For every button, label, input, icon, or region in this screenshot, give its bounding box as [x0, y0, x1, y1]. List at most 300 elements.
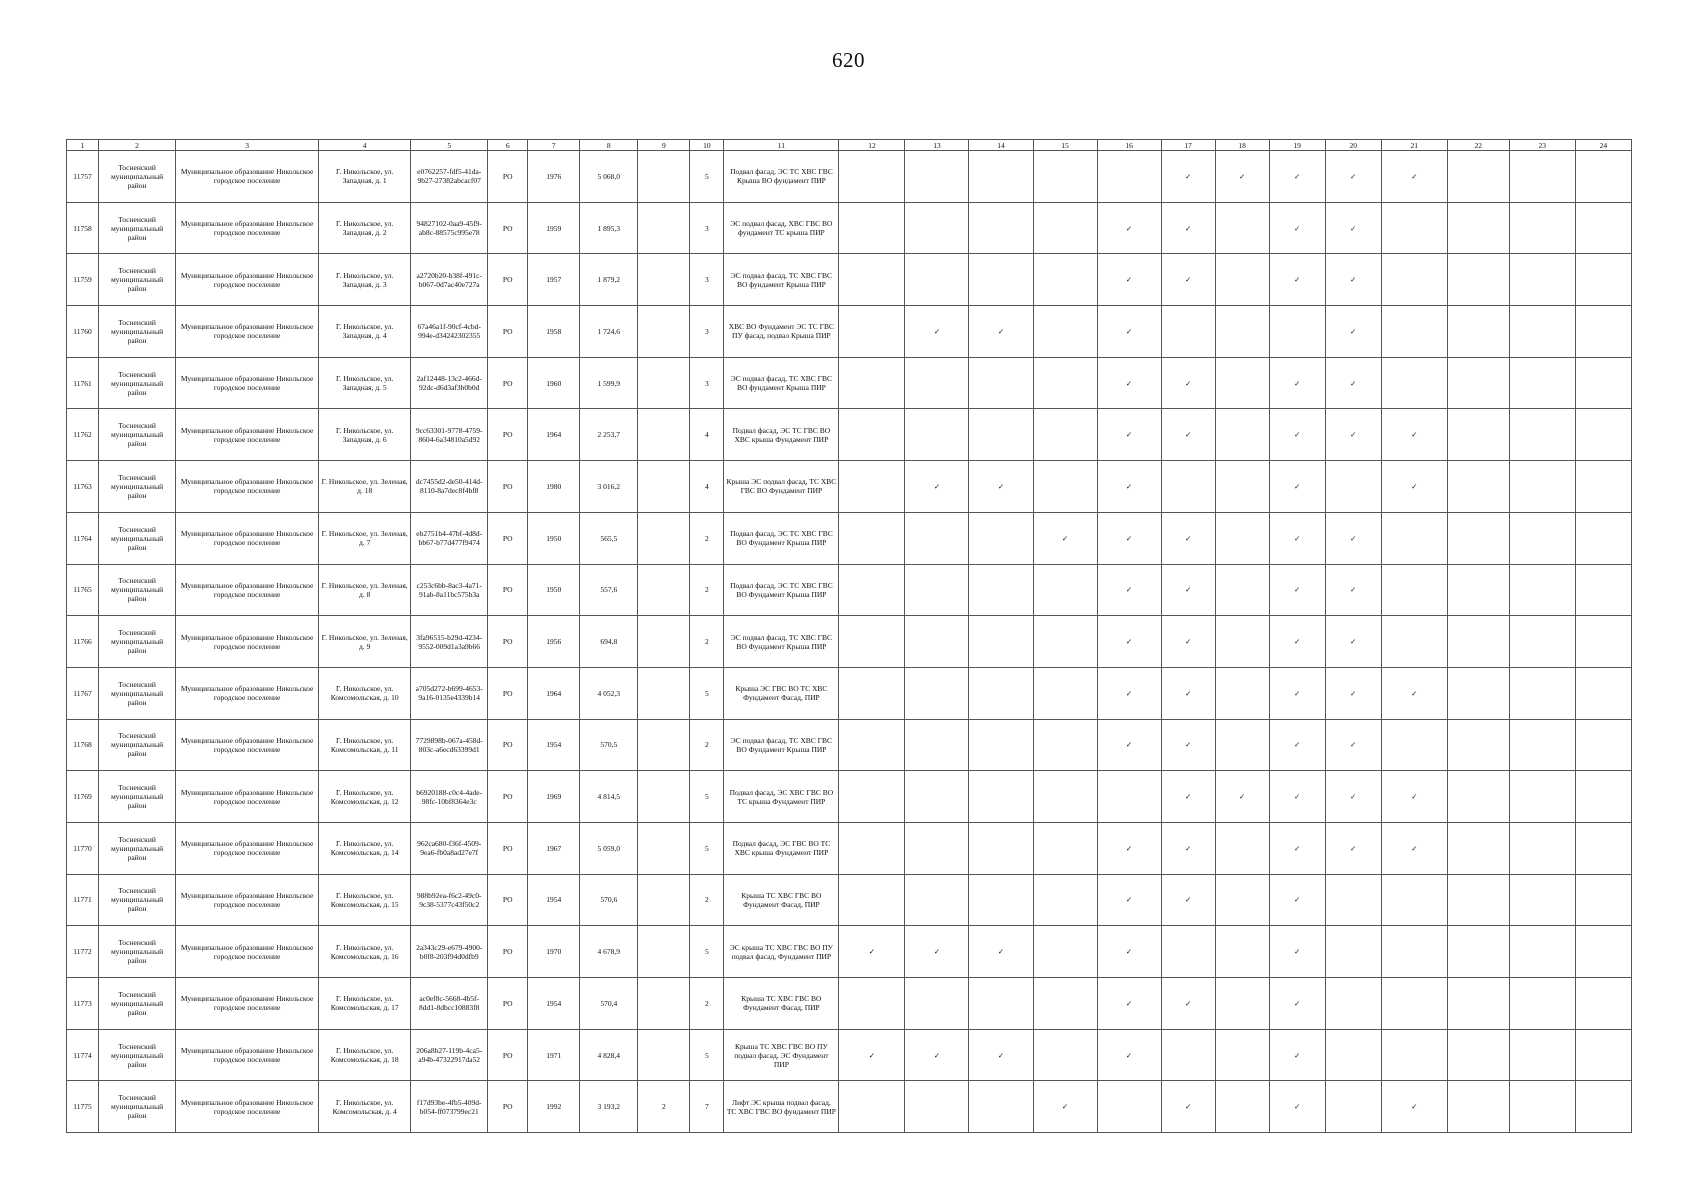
check-mark-icon: ✓: [1161, 357, 1215, 409]
floors-count: 2: [690, 564, 724, 616]
work-column-21-cell: [1381, 202, 1447, 254]
work-column-20-cell: [1325, 1029, 1381, 1081]
check-mark-icon: ✓: [1269, 926, 1325, 978]
address: Г. Никольское, ул. Комсомольская, д. 16: [319, 926, 411, 978]
check-mark-icon: ✓: [905, 1029, 969, 1081]
address: Г. Никольское, ул. Западная, д. 6: [319, 409, 411, 461]
check-mark-icon: ✓: [1269, 461, 1325, 513]
house-guid: a2720b20-b38f-491c-b067-0d7ac40e727a: [411, 254, 488, 306]
work-column-20-cell: [1325, 926, 1381, 978]
table-body: [67, 151, 1632, 1133]
work-column-18-cell: [1215, 719, 1269, 771]
management-type: РО: [488, 667, 528, 719]
work-column-14-cell: [969, 564, 1033, 616]
check-mark-icon: ✓: [1269, 151, 1325, 203]
table-row: [67, 1081, 1632, 1133]
check-mark-icon: ✓: [969, 306, 1033, 358]
works-list: ЭС подвал фасад, ХВС ГВС ВО фундамент ТС крыша ПИР: [724, 202, 839, 254]
work-column-14-cell: [969, 719, 1033, 771]
management-type: РО: [488, 564, 528, 616]
column-number-18: 18: [1215, 140, 1269, 151]
table-row: [67, 357, 1632, 409]
municipality-name: Муниципальное образование Никольское городское поселение: [176, 926, 319, 978]
total-area: 1 724,6: [580, 306, 638, 358]
check-mark-icon: ✓: [1269, 616, 1325, 668]
table-row: [67, 719, 1632, 771]
district-name: Тосненский муниципальный район: [99, 1081, 176, 1133]
column-9-value: [638, 771, 690, 823]
work-column-14-cell: [969, 1081, 1033, 1133]
work-column-22-cell: [1447, 719, 1509, 771]
address: Г. Никольское, ул. Зеленая, д. 7: [319, 512, 411, 564]
work-column-15-cell: [1033, 719, 1097, 771]
work-column-14-cell: [969, 874, 1033, 926]
build-year: 1954: [528, 874, 580, 926]
check-mark-icon: ✓: [1097, 719, 1161, 771]
check-mark-icon: ✓: [1161, 151, 1215, 203]
district-name: Тосненский муниципальный район: [99, 564, 176, 616]
check-mark-icon: ✓: [839, 926, 905, 978]
work-column-12-cell: [839, 512, 905, 564]
work-column-12-cell: [839, 616, 905, 668]
work-column-13-cell: [905, 822, 969, 874]
column-number-8: 8: [580, 140, 638, 151]
work-column-23-cell: [1509, 202, 1575, 254]
work-column-20-cell: [1325, 978, 1381, 1030]
work-column-12-cell: [839, 978, 905, 1030]
work-column-14-cell: [969, 512, 1033, 564]
table-row: [67, 461, 1632, 513]
build-year: 1992: [528, 1081, 580, 1133]
work-column-15-cell: [1033, 616, 1097, 668]
works-list: Подвал фасад, ЭС ТС ХВС ГВС ВО Фундамент Крыша ПИР: [724, 512, 839, 564]
check-mark-icon: ✓: [1381, 1081, 1447, 1133]
check-mark-icon: ✓: [1097, 926, 1161, 978]
record-id: 11769: [67, 771, 99, 823]
management-type: РО: [488, 151, 528, 203]
total-area: 5 059,0: [580, 822, 638, 874]
total-area: 1 599,9: [580, 357, 638, 409]
management-type: РО: [488, 202, 528, 254]
district-name: Тосненский муниципальный район: [99, 616, 176, 668]
check-mark-icon: ✓: [1269, 357, 1325, 409]
address: Г. Никольское, ул. Зеленая, д. 18: [319, 461, 411, 513]
work-column-20-cell: [1325, 461, 1381, 513]
management-type: РО: [488, 719, 528, 771]
address: Г. Никольское, ул. Западная, д. 5: [319, 357, 411, 409]
floors-count: 2: [690, 719, 724, 771]
district-name: Тосненский муниципальный район: [99, 874, 176, 926]
house-guid: b6920188-c0c4-4ade-98fc-10bf8364e3c: [411, 771, 488, 823]
build-year: 1959: [528, 202, 580, 254]
build-year: 1964: [528, 667, 580, 719]
work-column-22-cell: [1447, 822, 1509, 874]
district-name: Тосненский муниципальный район: [99, 719, 176, 771]
work-column-23-cell: [1509, 306, 1575, 358]
check-mark-icon: ✓: [1325, 564, 1381, 616]
column-number-12: 12: [839, 140, 905, 151]
house-guid: 2af12448-13c2-466d-92dc-d6d3af3b0b0d: [411, 357, 488, 409]
house-guid: ac0ef8c-5668-4b5f-8dd1-8dbcc10883f8: [411, 978, 488, 1030]
work-column-23-cell: [1509, 771, 1575, 823]
check-mark-icon: ✓: [1033, 1081, 1097, 1133]
floors-count: 2: [690, 616, 724, 668]
work-column-24-cell: [1575, 978, 1631, 1030]
record-id: 11772: [67, 926, 99, 978]
work-column-24-cell: [1575, 254, 1631, 306]
table-row: [67, 512, 1632, 564]
work-column-23-cell: [1509, 461, 1575, 513]
house-guid: 2a343c29-e679-4900-b0f8-203f94d0dfb9: [411, 926, 488, 978]
column-number-21: 21: [1381, 140, 1447, 151]
work-column-18-cell: [1215, 616, 1269, 668]
district-name: Тосненский муниципальный район: [99, 151, 176, 203]
municipality-name: Муниципальное образование Никольское городское поселение: [176, 409, 319, 461]
work-column-24-cell: [1575, 822, 1631, 874]
work-column-21-cell: [1381, 254, 1447, 306]
work-column-13-cell: [905, 771, 969, 823]
build-year: 1969: [528, 771, 580, 823]
check-mark-icon: ✓: [1325, 202, 1381, 254]
district-name: Тосненский муниципальный район: [99, 461, 176, 513]
table-row: [67, 616, 1632, 668]
check-mark-icon: ✓: [1097, 616, 1161, 668]
check-mark-icon: ✓: [1033, 512, 1097, 564]
work-column-18-cell: [1215, 306, 1269, 358]
column-number-6: 6: [488, 140, 528, 151]
work-column-12-cell: [839, 254, 905, 306]
work-column-24-cell: [1575, 461, 1631, 513]
record-id: 11759: [67, 254, 99, 306]
column-9-value: [638, 409, 690, 461]
column-9-value: [638, 978, 690, 1030]
check-mark-icon: ✓: [1325, 254, 1381, 306]
column-9-value: [638, 822, 690, 874]
total-area: 565,5: [580, 512, 638, 564]
work-column-21-cell: [1381, 306, 1447, 358]
column-9-value: [638, 1029, 690, 1081]
work-column-24-cell: [1575, 616, 1631, 668]
work-column-14-cell: [969, 151, 1033, 203]
house-guid: 962ca680-f36f-4509-9ea6-fb0a8ad27e7f: [411, 822, 488, 874]
works-list: ЭС подвал фасад, ТС ХВС ГВС ВО фундамент Крыша ПИР: [724, 254, 839, 306]
column-number-11: 11: [724, 140, 839, 151]
total-area: 570,5: [580, 719, 638, 771]
management-type: РО: [488, 1029, 528, 1081]
check-mark-icon: ✓: [1097, 461, 1161, 513]
work-column-15-cell: [1033, 874, 1097, 926]
municipality-name: Муниципальное образование Никольское городское поселение: [176, 667, 319, 719]
build-year: 1960: [528, 357, 580, 409]
page-number: 620: [832, 48, 865, 72]
management-type: РО: [488, 771, 528, 823]
check-mark-icon: ✓: [1325, 822, 1381, 874]
district-name: Тосненский муниципальный район: [99, 512, 176, 564]
table-row: [67, 667, 1632, 719]
work-column-23-cell: [1509, 822, 1575, 874]
work-column-16-cell: [1097, 151, 1161, 203]
work-column-22-cell: [1447, 254, 1509, 306]
check-mark-icon: ✓: [905, 306, 969, 358]
house-guid: 3fa96515-b29d-4234-9552-009d1a3a9b66: [411, 616, 488, 668]
address: Г. Никольское, ул. Западная, д. 1: [319, 151, 411, 203]
work-column-15-cell: [1033, 461, 1097, 513]
floors-count: 7: [690, 1081, 724, 1133]
work-column-14-cell: [969, 771, 1033, 823]
check-mark-icon: ✓: [1161, 564, 1215, 616]
column-number-14: 14: [969, 140, 1033, 151]
check-mark-icon: ✓: [1161, 874, 1215, 926]
works-list: Крыша ТС ХВС ГВС ВО Фундамент Фасад, ПИР: [724, 874, 839, 926]
work-column-22-cell: [1447, 771, 1509, 823]
work-column-24-cell: [1575, 771, 1631, 823]
work-column-18-cell: [1215, 874, 1269, 926]
column-number-19: 19: [1269, 140, 1325, 151]
work-column-24-cell: [1575, 151, 1631, 203]
column-number-24: 24: [1575, 140, 1631, 151]
record-id: 11763: [67, 461, 99, 513]
total-area: 570,6: [580, 874, 638, 926]
work-column-13-cell: [905, 151, 969, 203]
work-column-14-cell: [969, 822, 1033, 874]
work-column-16-cell: [1097, 1081, 1161, 1133]
table-row: [67, 202, 1632, 254]
works-list: Подвал фасад, ЭС ХВС ГВС ВО ТС крыша Фундамент ПИР: [724, 771, 839, 823]
check-mark-icon: ✓: [1097, 1029, 1161, 1081]
house-guid: e0762257-fdf5-41da-9b27-27382abcacf07: [411, 151, 488, 203]
work-column-24-cell: [1575, 719, 1631, 771]
address: Г. Никольское, ул. Западная, д. 4: [319, 306, 411, 358]
district-name: Тосненский муниципальный район: [99, 306, 176, 358]
address: Г. Никольское, ул. Западная, д. 3: [319, 254, 411, 306]
column-number-9: 9: [638, 140, 690, 151]
check-mark-icon: ✓: [1381, 667, 1447, 719]
work-column-13-cell: [905, 616, 969, 668]
column-number-15: 15: [1033, 140, 1097, 151]
work-column-14-cell: [969, 409, 1033, 461]
column-9-value: [638, 667, 690, 719]
work-column-12-cell: [839, 151, 905, 203]
works-list: ЭС подвал фасад, ТС ХВС ГВС ВО Фундамент Крыша ПИР: [724, 616, 839, 668]
total-area: 4 678,9: [580, 926, 638, 978]
total-area: 4 052,3: [580, 667, 638, 719]
check-mark-icon: ✓: [1381, 151, 1447, 203]
column-number-5: 5: [411, 140, 488, 151]
check-mark-icon: ✓: [969, 926, 1033, 978]
floors-count: 3: [690, 254, 724, 306]
house-guid: 94827102-0aa9-45f9-ab8c-88575c995e78: [411, 202, 488, 254]
column-9-value: [638, 926, 690, 978]
work-column-15-cell: [1033, 357, 1097, 409]
check-mark-icon: ✓: [1269, 1029, 1325, 1081]
work-column-23-cell: [1509, 254, 1575, 306]
check-mark-icon: ✓: [1161, 409, 1215, 461]
work-column-12-cell: [839, 719, 905, 771]
work-column-18-cell: [1215, 512, 1269, 564]
house-guid: a705d272-b699-4653-9a16-0135e4339b14: [411, 667, 488, 719]
municipality-name: Муниципальное образование Никольское городское поселение: [176, 616, 319, 668]
work-column-22-cell: [1447, 306, 1509, 358]
check-mark-icon: ✓: [1325, 306, 1381, 358]
check-mark-icon: ✓: [1161, 616, 1215, 668]
work-column-24-cell: [1575, 1029, 1631, 1081]
municipality-name: Муниципальное образование Никольское городское поселение: [176, 151, 319, 203]
record-id: 11761: [67, 357, 99, 409]
check-mark-icon: ✓: [1097, 202, 1161, 254]
check-mark-icon: ✓: [1269, 719, 1325, 771]
work-column-14-cell: [969, 254, 1033, 306]
house-guid: f17d93be-4fb5-409d-b054-ff073799ec21: [411, 1081, 488, 1133]
work-column-22-cell: [1447, 512, 1509, 564]
work-column-13-cell: [905, 409, 969, 461]
record-id: 11764: [67, 512, 99, 564]
house-guid: 7729898b-067a-458d-803c-a6ecd63399d1: [411, 719, 488, 771]
district-name: Тосненский муниципальный район: [99, 357, 176, 409]
work-column-23-cell: [1509, 978, 1575, 1030]
municipality-name: Муниципальное образование Никольское городское поселение: [176, 461, 319, 513]
municipality-name: Муниципальное образование Никольское городское поселение: [176, 978, 319, 1030]
table-row: [67, 151, 1632, 203]
floors-count: 4: [690, 461, 724, 513]
floors-count: 5: [690, 667, 724, 719]
work-column-17-cell: [1161, 1029, 1215, 1081]
work-column-12-cell: [839, 306, 905, 358]
table-row: [67, 564, 1632, 616]
work-column-23-cell: [1509, 357, 1575, 409]
total-area: 557,6: [580, 564, 638, 616]
table-row: [67, 409, 1632, 461]
work-column-23-cell: [1509, 409, 1575, 461]
address: Г. Никольское, ул. Комсомольская, д. 10: [319, 667, 411, 719]
check-mark-icon: ✓: [1097, 512, 1161, 564]
house-guid: 206a8b27-119b-4ca5-a94b-47322917da52: [411, 1029, 488, 1081]
table-row: [67, 874, 1632, 926]
address: Г. Никольское, ул. Комсомольская, д. 15: [319, 874, 411, 926]
work-column-22-cell: [1447, 978, 1509, 1030]
house-guid: 9cc63301-9778-4759-8604-6a34810a5d92: [411, 409, 488, 461]
check-mark-icon: ✓: [1161, 1081, 1215, 1133]
work-column-24-cell: [1575, 409, 1631, 461]
column-number-7: 7: [528, 140, 580, 151]
check-mark-icon: ✓: [1269, 978, 1325, 1030]
work-column-22-cell: [1447, 1029, 1509, 1081]
table-row: [67, 771, 1632, 823]
floors-count: 4: [690, 409, 724, 461]
address: Г. Никольское, ул. Зеленая, д. 8: [319, 564, 411, 616]
column-9-value: [638, 512, 690, 564]
column-9-value: [638, 202, 690, 254]
check-mark-icon: ✓: [969, 1029, 1033, 1081]
district-name: Тосненский муниципальный район: [99, 822, 176, 874]
house-guid: dc7455d2-de50-414d-8110-8a7dec8f4bf8: [411, 461, 488, 513]
works-list: Крыша ЭС подвал фасад, ТС ХВС ГВС ВО Фундамент ПИР: [724, 461, 839, 513]
column-9-value: [638, 306, 690, 358]
address: Г. Никольское, ул. Комсомольская, д. 14: [319, 822, 411, 874]
work-column-15-cell: [1033, 771, 1097, 823]
work-column-18-cell: [1215, 202, 1269, 254]
column-number-4: 4: [319, 140, 411, 151]
work-column-24-cell: [1575, 512, 1631, 564]
record-id: 11767: [67, 667, 99, 719]
work-column-15-cell: [1033, 306, 1097, 358]
work-column-23-cell: [1509, 512, 1575, 564]
check-mark-icon: ✓: [1269, 512, 1325, 564]
check-mark-icon: ✓: [905, 926, 969, 978]
work-column-13-cell: [905, 1081, 969, 1133]
check-mark-icon: ✓: [1269, 771, 1325, 823]
record-id: 11762: [67, 409, 99, 461]
address: Г. Никольское, ул. Комсомольская, д. 17: [319, 978, 411, 1030]
work-column-22-cell: [1447, 202, 1509, 254]
column-number-3: 3: [176, 140, 319, 151]
work-column-12-cell: [839, 667, 905, 719]
work-column-20-cell: [1325, 874, 1381, 926]
municipality-name: Муниципальное образование Никольское городское поселение: [176, 1081, 319, 1133]
work-column-15-cell: [1033, 1029, 1097, 1081]
municipality-name: Муниципальное образование Никольское городское поселение: [176, 306, 319, 358]
build-year: 1957: [528, 254, 580, 306]
work-column-13-cell: [905, 564, 969, 616]
check-mark-icon: ✓: [1269, 1081, 1325, 1133]
column-number-20: 20: [1325, 140, 1381, 151]
work-column-23-cell: [1509, 616, 1575, 668]
work-column-14-cell: [969, 667, 1033, 719]
column-9-value: [638, 874, 690, 926]
record-id: 11774: [67, 1029, 99, 1081]
total-area: 570,4: [580, 978, 638, 1030]
management-type: РО: [488, 512, 528, 564]
address: Г. Никольское, ул. Зеленая, д. 9: [319, 616, 411, 668]
column-9-value: [638, 461, 690, 513]
work-column-15-cell: [1033, 822, 1097, 874]
check-mark-icon: ✓: [1097, 357, 1161, 409]
record-id: 11770: [67, 822, 99, 874]
work-column-15-cell: [1033, 409, 1097, 461]
table-row: [67, 926, 1632, 978]
check-mark-icon: ✓: [1325, 357, 1381, 409]
check-mark-icon: ✓: [1161, 254, 1215, 306]
record-id: 11773: [67, 978, 99, 1030]
address: Г. Никольское, ул. Комсомольская, д. 12: [319, 771, 411, 823]
municipality-name: Муниципальное образование Никольское городское поселение: [176, 564, 319, 616]
work-column-23-cell: [1509, 874, 1575, 926]
column-9-value: 2: [638, 1081, 690, 1133]
check-mark-icon: ✓: [1269, 564, 1325, 616]
record-id: 11758: [67, 202, 99, 254]
check-mark-icon: ✓: [1097, 978, 1161, 1030]
column-number-13: 13: [905, 140, 969, 151]
work-column-12-cell: [839, 461, 905, 513]
district-name: Тосненский муниципальный район: [99, 202, 176, 254]
floors-count: 2: [690, 874, 724, 926]
check-mark-icon: ✓: [1325, 409, 1381, 461]
column-number-10: 10: [690, 140, 724, 151]
table-row: [67, 306, 1632, 358]
floors-count: 5: [690, 1029, 724, 1081]
record-id: 11775: [67, 1081, 99, 1133]
work-column-18-cell: [1215, 357, 1269, 409]
municipality-name: Муниципальное образование Никольское городское поселение: [176, 1029, 319, 1081]
work-column-22-cell: [1447, 151, 1509, 203]
record-id: 11757: [67, 151, 99, 203]
build-year: 1954: [528, 719, 580, 771]
check-mark-icon: ✓: [1097, 822, 1161, 874]
total-area: 5 068,0: [580, 151, 638, 203]
table-row: [67, 254, 1632, 306]
work-column-23-cell: [1509, 667, 1575, 719]
works-list: Крыша ТС ХВС ГВС ВО ПУ подвал фасад, ЭС Фундамент ПИР: [724, 1029, 839, 1081]
column-number-22: 22: [1447, 140, 1509, 151]
